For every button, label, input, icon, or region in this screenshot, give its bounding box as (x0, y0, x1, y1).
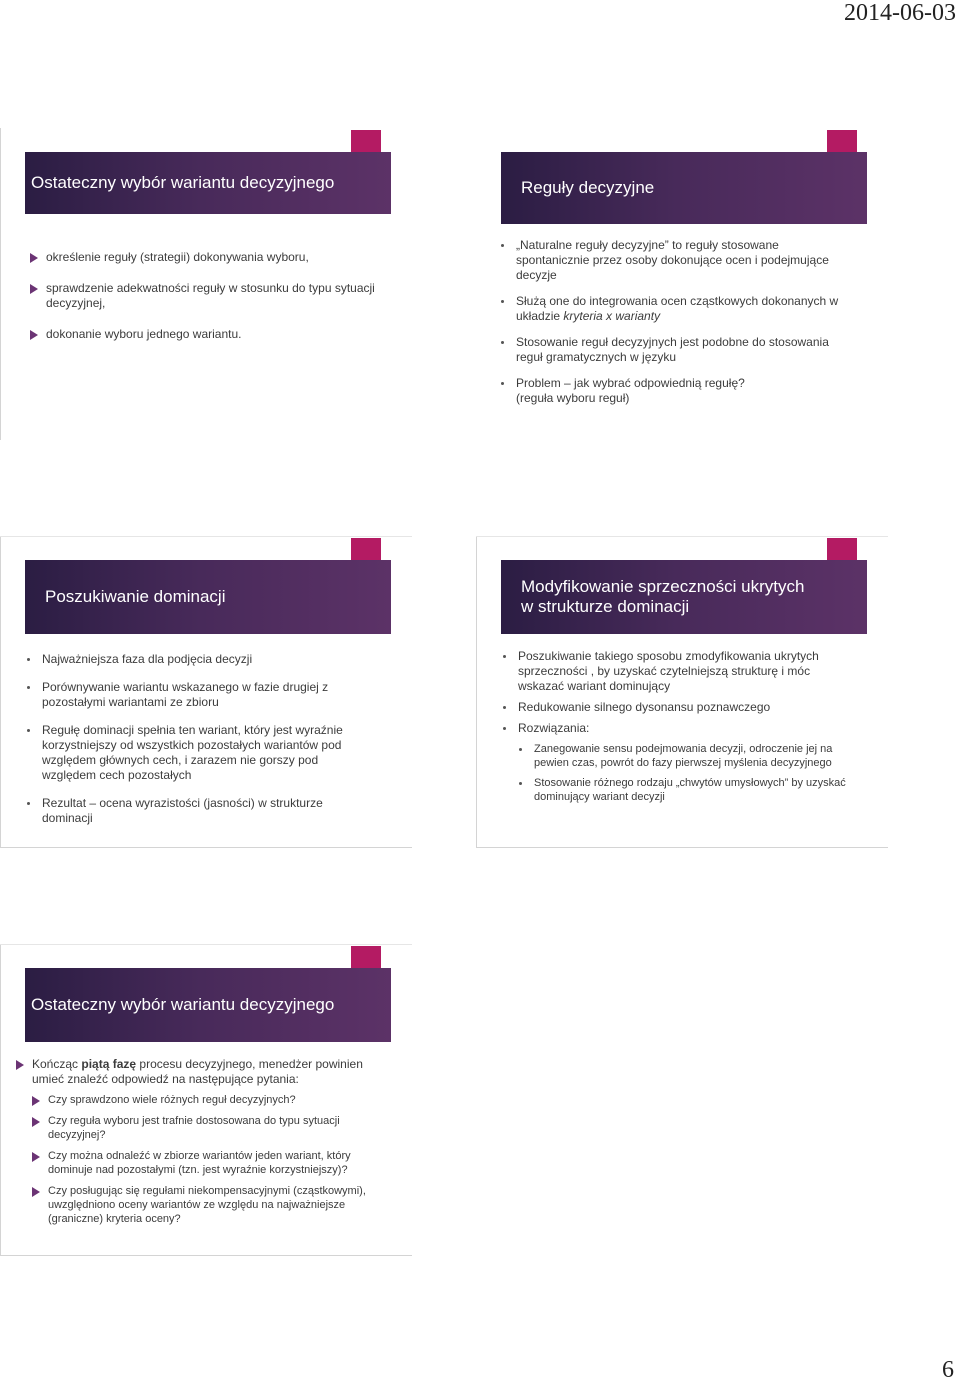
dot-bullet-icon (503, 655, 506, 658)
slide-title: Reguły decyzyjne (521, 178, 655, 197)
sub-list-item: Stosowanie różnego rodzaju „chwytów umysłowych” by uzyskać dominujący wariant decyzji (502, 776, 852, 804)
slide-content (26, 652, 366, 837)
dot-bullet-icon (27, 686, 30, 689)
slide-4 (476, 536, 888, 848)
slide-border (0, 944, 412, 945)
page-number: 6 (942, 1357, 954, 1383)
slide-border (0, 1255, 412, 1256)
slide-title-banner (501, 152, 867, 224)
list-item: Regułę dominacji spełnia ten wariant, który jest wyraźnie korzystniejszy od wszystkich pozostałych wariantów pod względem głównych cech, i zarazem nie gorszy pod względem cech pozostałych (26, 723, 366, 783)
slide-border (476, 536, 477, 848)
dot-bullet-icon (501, 382, 504, 385)
slide-title: Ostateczny wybór wariantu decyzyjnego (31, 173, 335, 192)
slide-3 (0, 536, 412, 848)
triangle-bullet-icon (32, 1187, 40, 1197)
dot-bullet-icon (519, 782, 522, 785)
slide-border (0, 536, 1, 848)
question-item: Czy można odnaleźć w zbiorze wariantów jeden wariant, który dominuje nad pozostałymi (tzn. jest wyraźnie korzystniejszy)? (16, 1149, 386, 1177)
triangle-bullet-icon (30, 253, 38, 263)
triangle-bullet-icon (32, 1152, 40, 1162)
triangle-bullet-icon (30, 330, 38, 340)
dot-bullet-icon (27, 658, 30, 661)
slide-border (0, 847, 412, 848)
slide-title-line-2: w strukturze dominacji (521, 597, 690, 616)
intro-item: Kończąc piątą fazę procesu decyzyjnego, menedżer powinien umieć znaleźć odpowiedź na następujące pytania: (16, 1057, 386, 1087)
slide-content (500, 238, 855, 417)
slide-title-banner (25, 968, 391, 1042)
slide-title-banner (25, 560, 391, 634)
slide-border (0, 536, 412, 537)
list-item: Porównywanie wariantu wskazanego w fazie drugiej z pozostałymi wariantami ze zbioru (26, 680, 366, 710)
triangle-bullet-icon (32, 1117, 40, 1127)
slide-title-line-1: Modyfikowanie sprzeczności ukrytych (521, 577, 805, 596)
dot-bullet-icon (503, 727, 506, 730)
slide-content (16, 1057, 386, 1237)
list-item: sprawdzenie adekwatności reguły w stosunku do typu sytuacji decyzyjnej, (30, 281, 400, 311)
list-item: Rozwiązania: (502, 721, 852, 736)
slide-5 (0, 944, 412, 1256)
slide-border (0, 944, 1, 1256)
dot-bullet-icon (519, 748, 522, 751)
question-item: Czy reguła wyboru jest trafnie dostosowana do typu sytuacji decyzyjnej? (16, 1114, 386, 1142)
page-date: 2014-06-03 (844, 0, 956, 26)
list-item: Stosowanie reguł decyzyjnych jest podobne do stosowania reguł gramatycznych w języku (500, 335, 855, 365)
list-item: określenie reguły (strategii) dokonywania wyboru, (30, 250, 400, 265)
dot-bullet-icon (501, 300, 504, 303)
list-item: Redukowanie silnego dysonansu poznawczego (502, 700, 852, 715)
list-item: dokonanie wyboru jednego wariantu. (30, 327, 400, 342)
dot-bullet-icon (501, 244, 504, 247)
dot-bullet-icon (501, 341, 504, 344)
list-item: Problem – jak wybrać odpowiednią regułę? (reguła wyboru reguł) (500, 376, 855, 406)
slide-content (502, 649, 852, 815)
slide-content (30, 250, 400, 353)
list-item: Rezultat – ocena wyrazistości (jasności) w strukturze dominacji (26, 796, 366, 826)
list-item: „Naturalne reguły decyzyjne” to reguły stosowane spontanicznie przez osoby dokonujące ocen i podejmujące decyzje (500, 238, 855, 283)
list-item: Poszukiwanie takiego sposobu zmodyfikowania ukrytych sprzeczności , by uzyskać czytelniejszą strukturę i móc wskazać wariant dominujący (502, 649, 852, 694)
slide-title-banner (25, 152, 391, 214)
slide-1 (0, 128, 412, 440)
triangle-bullet-icon (16, 1060, 24, 1070)
list-item: Służą one do integrowania ocen cząstkowych dokonanych w układzie kryteria x warianty (500, 294, 855, 324)
triangle-bullet-icon (32, 1096, 40, 1106)
slide-title: Poszukiwanie dominacji (45, 587, 226, 606)
slide-title: Ostateczny wybór wariantu decyzyjnego (31, 995, 335, 1014)
list-item: Najważniejsza faza dla podjęcia decyzji (26, 652, 366, 667)
sub-list-item: Zanegowanie sensu podejmowania decyzji, odroczenie jej na pewien czas, powrót do fazy pierwszej myślenia decyzyjnego (502, 742, 852, 770)
question-item: Czy sprawdzono wiele różnych reguł decyzyjnych? (16, 1093, 386, 1107)
slide-2 (476, 128, 888, 440)
dot-bullet-icon (503, 706, 506, 709)
slide-border (476, 536, 888, 537)
dot-bullet-icon (27, 802, 30, 805)
slide-border (476, 847, 888, 848)
question-item: Czy posługując się regułami niekompensacyjnymi (cząstkowymi), uwzględniono oceny wariantów ze względu na najważniejsze (graniczne) kryteria oceny? (16, 1184, 386, 1226)
slide-border (0, 128, 1, 440)
dot-bullet-icon (27, 729, 30, 732)
slide-title-banner (501, 560, 867, 634)
triangle-bullet-icon (30, 284, 38, 294)
